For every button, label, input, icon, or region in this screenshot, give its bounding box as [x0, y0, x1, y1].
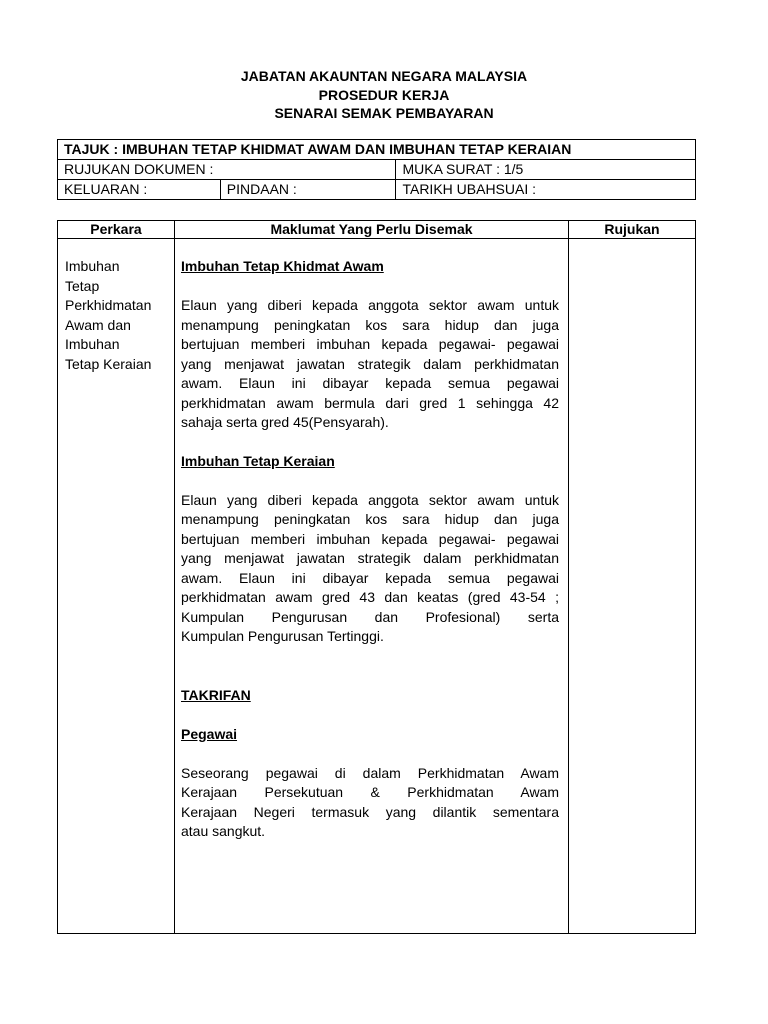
- perkara-line: Perkhidmatan: [65, 297, 152, 313]
- pindaan-cell: PINDAAN :: [220, 180, 396, 200]
- paragraph-line: menampung peningkatan kos sara hidup dan juga: [181, 316, 559, 333]
- paragraph-line: sahaja serta gred 45(Pensyarah).: [181, 414, 389, 430]
- tajuk-cell: TAJUK : IMBUHAN TETAP KHIDMAT AWAM DAN IMBUHAN TETAP KERAIAN: [58, 140, 696, 160]
- column-header-perkara: Perkara: [90, 221, 142, 237]
- paragraph-line: yang menjawat jawatan strategik dalam perkhidmatan: [181, 550, 559, 566]
- column-header-maklumat: Maklumat Yang Perlu Disemak: [270, 221, 473, 237]
- paragraph-line: perkhidmatan awam bermula dari gred 1 sehingga 42: [181, 394, 559, 411]
- paragraph-line: Kumpulan Pengurusan Tertinggi.: [181, 628, 384, 644]
- agency-title: JABATAN AKAUNTAN NEGARA MALAYSIA: [240, 68, 528, 84]
- perkara-line: Awam dan: [65, 316, 131, 333]
- perkara-line: Imbuhan: [65, 258, 120, 274]
- paragraph-line: awam. Elaun ini dibayar kepada semua pegawai: [181, 375, 559, 391]
- paragraph-line: Kumpulan Pengurusan dan Profesional) serta: [181, 608, 559, 625]
- paragraph-line: Seseorang pegawai di dalam Perkhidmatan Awam: [181, 764, 559, 781]
- document-meta-table: [57, 139, 696, 200]
- tarikh-ubahsuai-cell: TARIKH UBAHSUAI :: [396, 180, 696, 200]
- itk-paragraph: [181, 491, 559, 647]
- maklumat-cell: [181, 257, 559, 842]
- paragraph-line: menampung peningkatan kos sara hidup dan juga: [181, 511, 559, 527]
- paragraph-line: Elaun yang diberi kepada anggota sektor awam untuk: [181, 491, 559, 508]
- column-header-rujukan: Rujukan: [604, 221, 660, 237]
- pegawai-paragraph: [181, 764, 559, 842]
- paragraph-line: Kerajaan Negeri termasuk yang dilantik sementara: [181, 803, 559, 820]
- paragraph-line: perkhidmatan awam gred 43 dan keatas (gred 43-54 ;: [181, 589, 559, 605]
- perkara-line: Imbuhan: [65, 336, 120, 352]
- column-divider: [174, 221, 175, 933]
- paragraph-line: bertujuan memberi imbuhan kepada pegawai- pegawai: [181, 530, 559, 547]
- paragraph-line: Elaun yang diberi kepada anggota sektor awam untuk: [181, 297, 559, 313]
- section-heading-takrifan: TAKRIFAN: [181, 686, 251, 703]
- paragraph-line: yang menjawat jawatan strategik dalam perkhidmatan: [181, 355, 559, 372]
- perkara-line: Tetap Keraian: [65, 355, 152, 372]
- section-heading-pegawai: Pegawai: [181, 725, 238, 742]
- section-heading-itk: Imbuhan Tetap Keraian: [181, 452, 335, 469]
- perkara-cell: [65, 257, 173, 374]
- section-heading-itka: Imbuhan Tetap Khidmat Awam: [181, 258, 384, 274]
- checklist-title: SENARAI SEMAK PEMBAYARAN: [274, 105, 494, 121]
- itka-paragraph: [181, 296, 559, 433]
- rujukan-dokumen-cell: RUJUKAN DOKUMEN :: [58, 160, 396, 180]
- header-divider: [58, 238, 695, 239]
- muka-surat-cell: MUKA SURAT : 1/5: [396, 160, 696, 180]
- paragraph-line: atau sangkut.: [181, 823, 266, 839]
- paragraph-line: Kerajaan Persekutuan & Perkhidmatan Awam: [181, 784, 559, 800]
- paragraph-line: awam. Elaun ini dibayar kepada semua pegawai: [181, 569, 559, 586]
- procedure-title: PROSEDUR KERJA: [318, 87, 450, 103]
- perkara-line: Tetap: [65, 277, 100, 294]
- keluaran-cell: KELUARAN :: [58, 180, 221, 200]
- column-divider: [568, 221, 569, 933]
- paragraph-line: bertujuan memberi imbuhan kepada pegawai- pegawai: [181, 336, 559, 352]
- checklist-table: [57, 220, 696, 934]
